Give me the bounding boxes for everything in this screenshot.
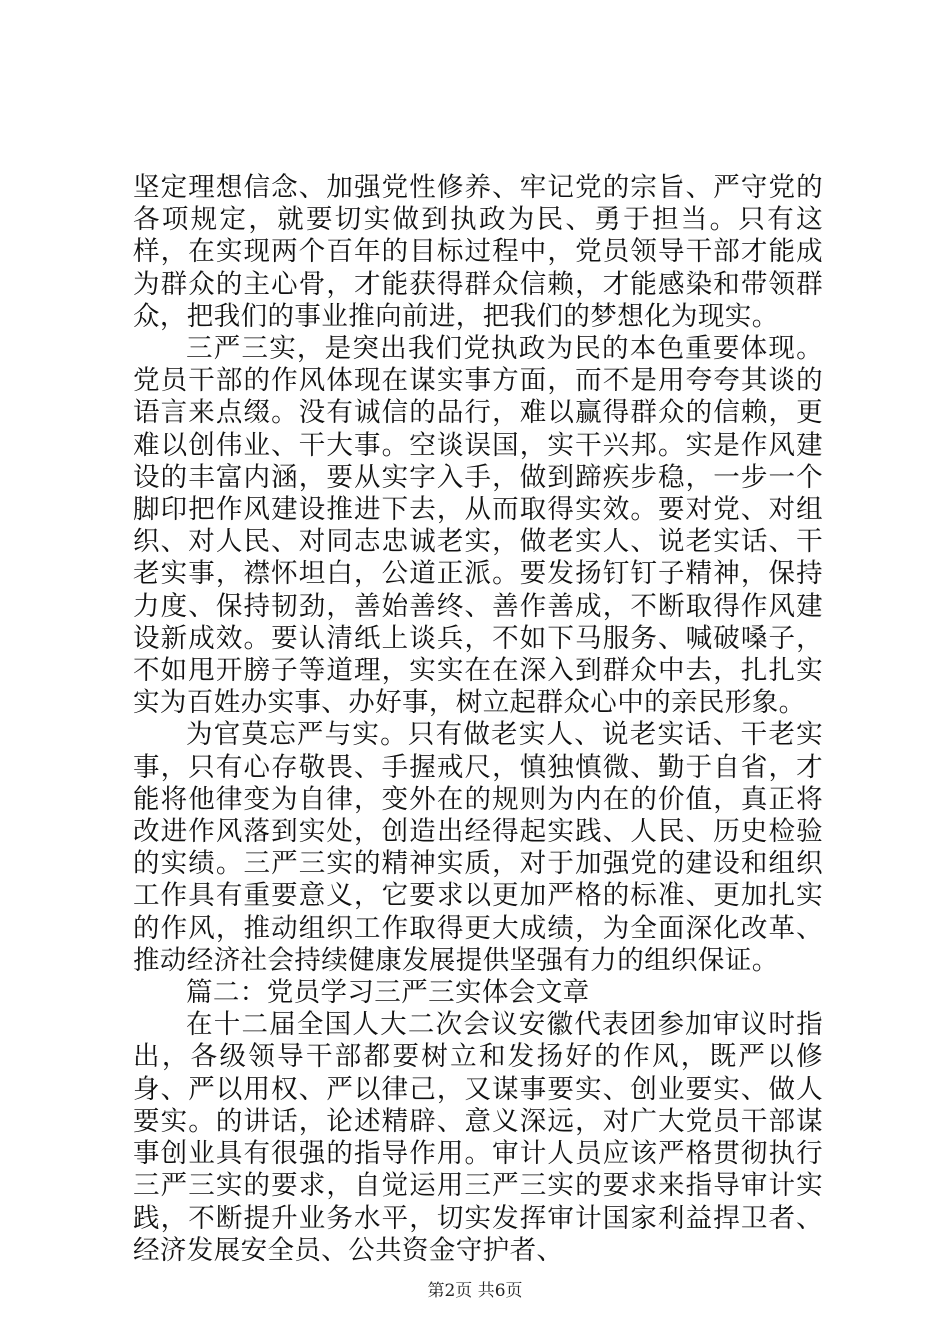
page-number-footer: 第2页 共6页 <box>427 1281 523 1301</box>
paragraph: 在十二届全国人大二次会议安徽代表团参加审议时指出，各级领导干部都要树立和发扬好的作风，既严以修身、严以用权、严以律己，又谋事要实、创业要实、做人要实。的讲话，论述精辟、意义深远，对广大党员干部谋事创业具有很强的指导作用。审计人员应该严格贯彻执行三严三实的要求，自觉运用三严三实的要求来指导审计实践，不断提升业务水平，切实发挥审计国家利益捍卫者、经济发展安全员、公共资金守护者、 <box>133 1009 823 1266</box>
document-body <box>133 172 823 1267</box>
paragraph-continued: 坚定理想信念、加强党性修养、牢记党的宗旨、严守党的各项规定，就要切实做到执政为民、勇于担当。只有这样，在实现两个百年的目标过程中，党员领导干部才能成为群众的主心骨，才能获得群众信赖，才能感染和带领群众，把我们的事业推向前进，把我们的梦想化为现实。 <box>133 172 823 332</box>
paragraph: 为官莫忘严与实。只有做老实人、说老实话、干老实事，只有心存敬畏、手握戒尺，慎独慎微、勤于自省，才能将他律变为自律，变外在的规则为内在的价值，真正将改进作风落到实处，创造出经得起实践、人民、历史检验的实绩。三严三实的精神实质，对于加强党的建设和组织工作具有重要意义，它要求以更加严格的标准、更加扎实的作风，推动组织工作取得更大成绩，为全面深化改革、推动经济社会持续健康发展提供坚强有力的组织保证。 <box>133 719 823 976</box>
paragraph: 三严三实，是突出我们党执政为民的本色重要体现。党员干部的作风体现在谋实事方面，而不是用夸夸其谈的语言来点缀。没有诚信的品行，难以赢得群众的信赖，更难以创伟业、干大事。空谈误国，实干兴邦。实是作风建设的丰富内涵，要从实字入手，做到蹄疾步稳，一步一个脚印把作风建设推进下去，从而取得实效。要对党、对组织、对人民、对同志忠诚老实，做老实人、说老实话、干老实事，襟怀坦白，公道正派。要发扬钉钉子精神，保持力度、保持韧劲，善始善终、善作善成，不断取得作风建设新成效。要认清纸上谈兵，不如下马服务、喊破嗓子，不如甩开膀子等道理，实实在在深入到群众中去，扎扎实实为百姓办实事、办好事，树立起群众心中的亲民形象。 <box>133 333 823 719</box>
section-heading: 篇二：党员学习三严三实体会文章 <box>186 977 590 1009</box>
